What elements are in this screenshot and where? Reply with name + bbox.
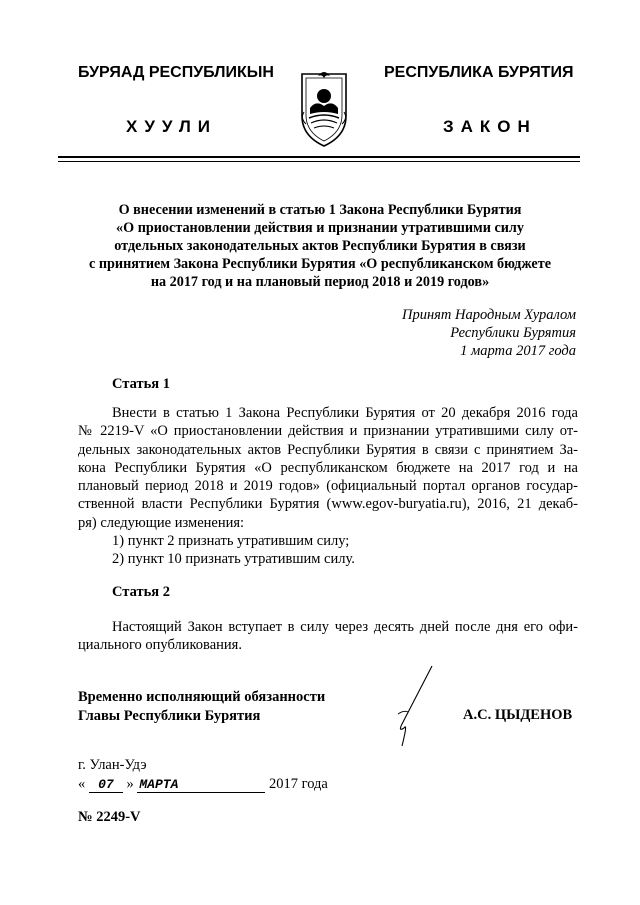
adoption-line: Республики Бурятия (450, 325, 576, 341)
article-2-title: Статья 2 (112, 584, 170, 600)
body-line: Настоящий Закон вступает в силу через десять дней после дня его офи- (112, 619, 578, 635)
list-item: 2) пункт 10 признать утратившим силу. (112, 551, 355, 568)
body-line: Внести в статью 1 Закона Республики Бурятия от 20 декабря 2016 года (112, 405, 578, 421)
signatory-name: А.С. ЦЫДЕНОВ (463, 707, 573, 723)
title-line: с принятием Закона Республики Бурятия «О республиканском бюджете (88, 256, 551, 272)
title-line: О внесении изменений в статью 1 Закона Республики Бурятия (118, 202, 522, 218)
article-1-body (78, 404, 578, 569)
title-line: «О приостановлении действия и признании утратившими силу (116, 220, 524, 236)
adoption-line: Принят Народным Хуралом (401, 307, 576, 323)
body-line: ря) следующие изменения: (78, 514, 245, 531)
body-line: плановый период 2018 и 2019 годов» (официальный портал органов государ- (78, 478, 578, 495)
position-line: Главы Республики Бурятия (78, 708, 261, 724)
header-divider-thin (58, 161, 580, 162)
body-line: № 2219-V «О приостановлении действия и признании утратившими силу от- (78, 423, 578, 440)
law-title (60, 201, 580, 291)
body-line: дельных законодательных актов Республики Бурятия в связи с принятием За- (78, 441, 578, 458)
header-left-law: ХУУЛИ (126, 117, 217, 136)
handwritten-signature (378, 662, 448, 752)
date-year: 2017 года (269, 776, 328, 792)
signing-date (78, 776, 328, 793)
body-line: кона Республики Бурятия «О республиканском бюджете на 2017 год и на (78, 459, 578, 476)
adoption-date: 1 марта 2017 года (460, 343, 576, 359)
title-line: отдельных законодательных актов Республики Бурятия в связи (114, 238, 526, 254)
adoption-note (402, 306, 576, 360)
header-right-republic: РЕСПУБЛИКА БУРЯТИЯ (384, 64, 574, 81)
place-of-signing: г. Улан-Удэ (78, 757, 147, 773)
title-line: на 2017 год и на плановый период 2018 и 2019 годов» (150, 274, 490, 290)
list-item: 1) пункт 2 признать утратившим силу; (112, 533, 350, 550)
coat-of-arms-icon (296, 66, 352, 148)
date-month: МАРТА (137, 777, 265, 793)
body-line: циального опубликования. (78, 637, 242, 654)
date-open-quote: « (78, 776, 86, 792)
article-1-title: Статья 1 (112, 376, 170, 392)
article-2-body (78, 618, 578, 655)
position-line: Временно исполняющий обязанности (78, 689, 326, 705)
date-day: 07 (89, 777, 123, 793)
date-close-quote: » (126, 776, 134, 792)
header-divider-thick (58, 156, 580, 158)
header-left-republic: БУРЯАД РЕСПУБЛИКЫН (78, 64, 274, 81)
body-line: ственной власти Республики Бурятия (www.egov-buryatia.ru), 2016, 21 декаб- (78, 496, 578, 513)
signatory-position (78, 688, 325, 726)
header-right-law: ЗАКОН (443, 117, 537, 136)
law-number: № 2249-V (78, 809, 141, 825)
